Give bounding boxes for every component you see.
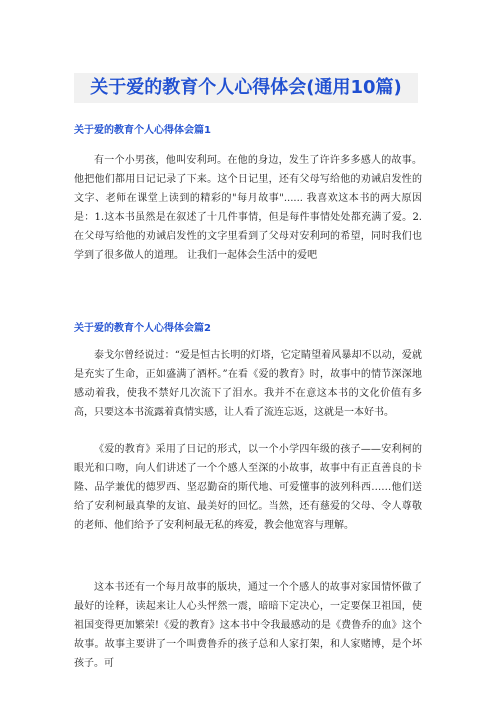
section-heading-1: 关于爱的教育个人心得体会篇1 xyxy=(74,125,211,136)
document-title: 关于爱的教育个人心得体会(通用10篇) xyxy=(90,77,402,98)
section-heading-2: 关于爱的教育个人心得体会篇2 xyxy=(74,323,211,334)
section-1-paragraph-1: 有一个小男孩，他叫安利珂。在他的身边，发生了许许多多感人的故事。他把他们都用日记记录了下来。这个日记里，还有父母写给他的劝诫启发性的文字、老师在课堂上读到的精彩的"每月故事"...... 我喜欢这本书的两大原因是：1.这本书虽然是在叙述了十几件事情，但是每件事情处处都充满了爱。2.在父母写给他的劝诫启发性的文字里看到了父母对安利珂的希望，同时我们也学到了很多做人的道理。 让我们一起体会生活中的爱吧 xyxy=(74,155,422,261)
document-title-box xyxy=(74,73,418,103)
section-2-paragraph-1: 泰戈尔曾经说过：“爱是恒古长明的灯塔，它定睛望着风暴却不以动，爱就是充实了生命，正如盛满了酒杯。”在看《爱的教育》时，故事中的情节深深地感动着我，使我不禁好几次流下了泪水。我并不在意这本书的文化价值有多高，只要这本书流露着真情实感，让人看了流连忘返，这就是一本好书。 xyxy=(74,350,422,418)
section-2-paragraph-3: 这本书还有一个每月故事的版块，通过一个个感人的故事对家国情怀做了最好的诠释，读起来让人心头怦然一震，暗暗下定决心，一定要保卫祖国，使祖国变得更加繁荣!《爱的教育》这本书中令我最感动的是《费鲁乔的血》这个故事。故事主要讲了一个叫费鲁乔的孩子总和人家打架，和人家赌博，是个坏孩子。可 xyxy=(74,582,422,669)
section-2-paragraph-2: 《爱的教育》采用了日记的形式，以一个小学四年级的孩子——安利柯的眼光和口吻，向人们讲述了一个个感人至深的小故事，故事中有正直善良的卡隆、品学兼优的德罗西、坚忍勤奋的斯代地、可爱懂事的波列科西……他们送给了安利柯最真挚的友谊、最美好的回忆。当然，还有慈爱的父母、令人尊敬的老师、他们给予了安利柯最无私的疼爱，教会他宽容与理解。 xyxy=(74,444,422,531)
